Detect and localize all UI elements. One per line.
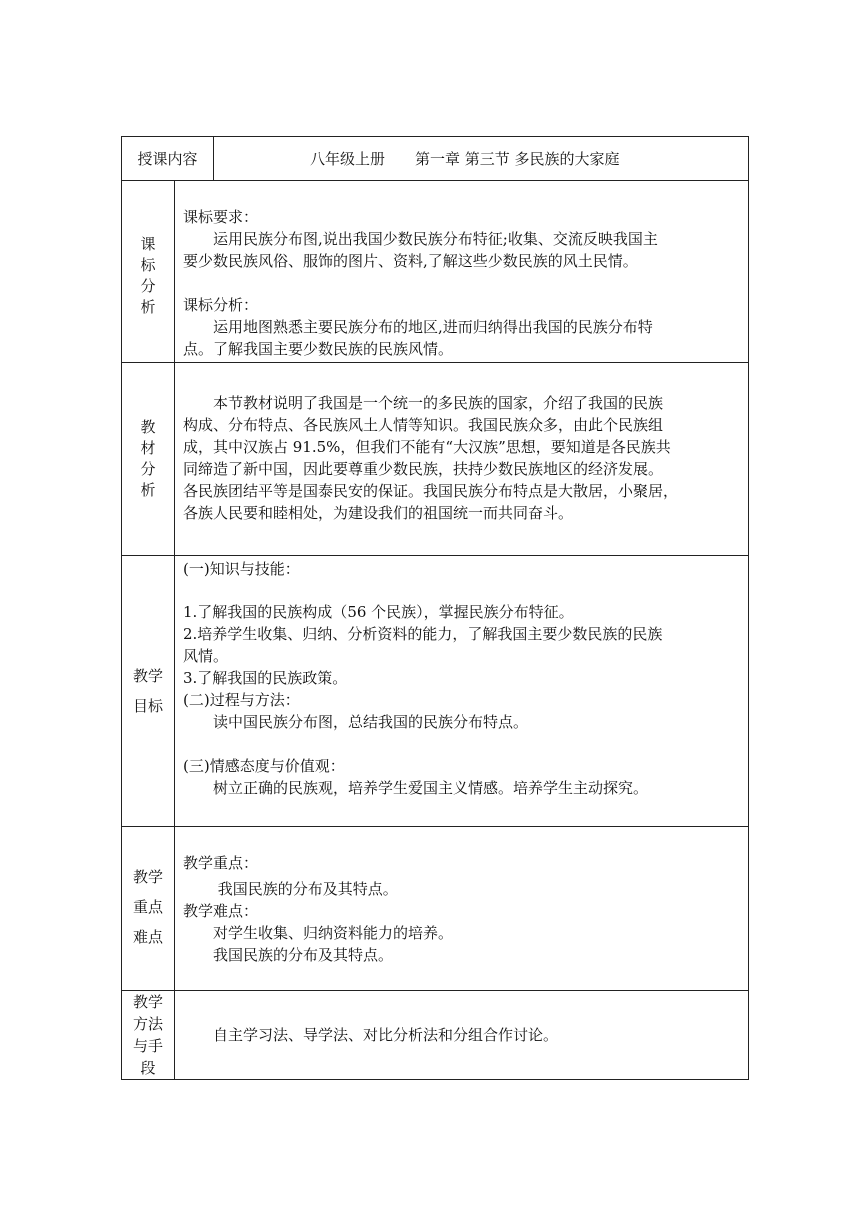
row-teaching-methods — [122, 991, 748, 1079]
label-teaching-goals-text — [132, 661, 164, 721]
label-line: 教学 — [132, 867, 163, 886]
label-char: 分 — [140, 460, 156, 478]
goals-line: 读中国民族分布图，总结我国的民族分布特点。 — [183, 713, 529, 731]
textbook-line: 成，其中汉族占 91.5%，但我们不能有“大汉族”思想，要知道是各民族共 — [183, 438, 671, 456]
row-textbook-analysis — [122, 363, 748, 556]
goals-line: (三)情感态度与价值观： — [183, 757, 345, 775]
label-char: 分 — [140, 276, 156, 295]
points-line: 我国民族的分布及其特点。 — [183, 946, 394, 964]
teaching-methods-text: 自主学习法、导学法、对比分析法和分组合作讨论。 — [183, 1026, 559, 1044]
goals-line: 3.了解我国的民族政策。 — [183, 669, 348, 687]
lesson-plan-table — [121, 136, 749, 1080]
key-difficult-points-cell — [175, 827, 748, 990]
curriculum-line: 运用地图熟悉主要民族分布的地区,进而归纳得出我国的民族分布特 — [183, 318, 653, 336]
goals-line: 2.培养学生收集、归纳、分析资料的能力，了解我国主要少数民族的民族 — [183, 625, 663, 643]
curriculum-line: 点。了解我国主要少数民族的民族风情。 — [183, 340, 454, 358]
label-char: 标 — [140, 255, 156, 274]
label-line: 教学 — [132, 667, 163, 685]
label-line: 与手 — [132, 1037, 163, 1055]
teaching-methods-cell — [175, 991, 748, 1079]
label-textbook-analysis-text — [140, 417, 156, 501]
label-curriculum-analysis — [122, 181, 175, 362]
row-key-difficult-points — [122, 827, 748, 991]
points-line: 教学重点： — [183, 854, 259, 872]
textbook-line: 构成、分布特点、各民族风土人情等知识。我国民族众多，由此个民族组 — [183, 416, 664, 434]
teaching-content-text: 八年级上册 第一章 第三节 多民族的大家庭 — [310, 150, 620, 168]
curriculum-line: 运用民族分布图,说出我国少数民族分布特征;收集、交流反映我国主 — [183, 230, 658, 248]
teaching-content-cell — [214, 137, 748, 180]
label-line: 方法 — [132, 1015, 163, 1033]
label-line: 段 — [140, 1059, 156, 1077]
label-key-difficult-points — [122, 827, 175, 990]
label-curriculum-analysis-text — [140, 234, 156, 318]
textbook-line: 本节教材说明了我国是一个统一的多民族的国家，介绍了我国的民族 — [183, 394, 664, 412]
label-teaching-content: 授课内容 — [122, 137, 214, 180]
curriculum-line: 要少数民族风俗、服饰的图片、资料,了解这些少数民族的风土民情。 — [183, 252, 638, 270]
goals-line: 风情。 — [183, 647, 229, 665]
label-key-difficult-points-text — [132, 862, 164, 952]
textbook-analysis-cell — [175, 363, 748, 555]
label-teaching-goals — [122, 556, 175, 826]
label-char: 析 — [140, 481, 156, 499]
label-char: 材 — [140, 439, 156, 457]
curriculum-analysis-cell — [175, 181, 748, 362]
textbook-line: 同缔造了新中国，因此要尊重少数民族，扶持少数民族地区的经济发展。 — [183, 460, 664, 478]
label-teaching-methods — [122, 991, 175, 1079]
label-line: 难点 — [132, 927, 163, 946]
goals-line: 树立正确的民族观，培养学生爱国主义情感。培养学生主动探究。 — [183, 779, 649, 797]
label-char: 析 — [140, 297, 156, 316]
textbook-line: 各民族团结平等是国泰民安的保证。我国民族分布特点是大散居，小聚居， — [183, 482, 679, 500]
label-char: 教 — [140, 418, 156, 436]
label-line: 教学 — [132, 993, 163, 1011]
textbook-line: 各族人民要和睦相处，为建设我们的祖国统一而共同奋斗。 — [183, 504, 574, 522]
label-teaching-methods-text — [132, 991, 164, 1079]
curriculum-line: 课标要求： — [183, 208, 259, 226]
points-line: 对学生收集、归纳资料能力的培养。 — [183, 924, 454, 942]
curriculum-line: 课标分析： — [183, 296, 259, 314]
label-line: 目标 — [132, 697, 163, 715]
label-char: 课 — [140, 234, 156, 253]
row-curriculum-analysis — [122, 181, 748, 363]
goals-line: (一)知识与技能： — [183, 560, 300, 578]
goals-line: (二)过程与方法： — [183, 691, 300, 709]
label-textbook-analysis — [122, 363, 175, 555]
row-teaching-content — [122, 137, 748, 181]
goals-line: 1.了解我国的民族构成（56 个民族），掌握民族分布特征。 — [183, 603, 574, 621]
teaching-goals-cell — [175, 556, 748, 826]
row-teaching-goals — [122, 556, 748, 827]
label-line: 重点 — [132, 897, 163, 916]
points-line: 我国民族的分布及其特点。 — [183, 880, 398, 898]
points-line: 教学难点： — [183, 902, 259, 920]
